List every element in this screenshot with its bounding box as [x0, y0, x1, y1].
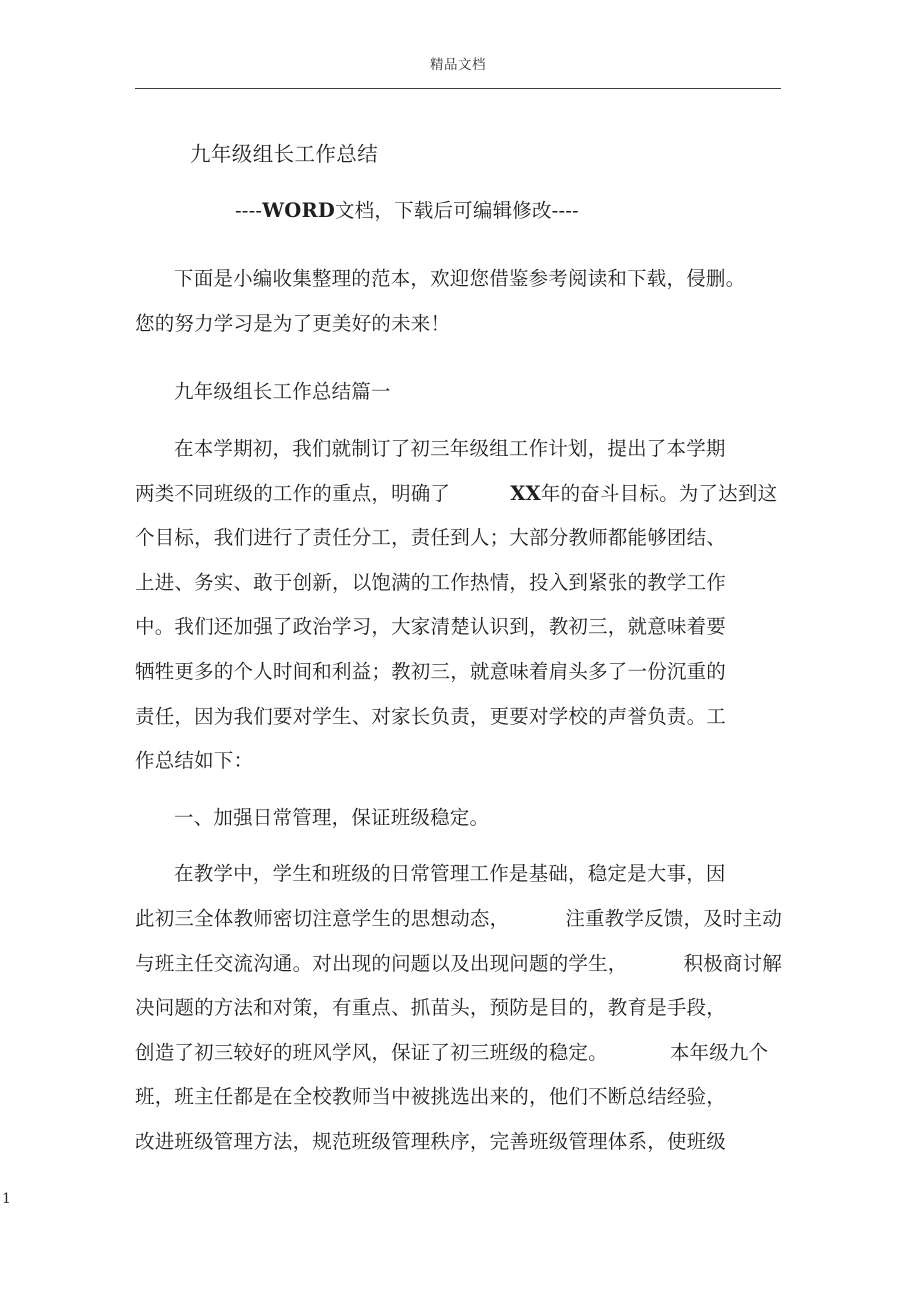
- body-line: 个目标，我们进行了责任分工，责任到人；大部分教师都能够团结、: [135, 526, 727, 550]
- body-line: 中。我们还加强了政治学习，大家清楚认识到，教初三，就意味着要: [135, 615, 727, 639]
- body-line: [135, 472, 785, 517]
- body-line-part: 本年级九个: [669, 1040, 769, 1064]
- body-line-part: 年的奋斗目标。为了达到这: [540, 481, 778, 505]
- spacer: [135, 784, 785, 796]
- year-placeholder: XX: [510, 481, 541, 505]
- document-body: [135, 120, 785, 1164]
- subtitle-prefix: ----: [235, 198, 263, 222]
- body-line-part: 此初三全体教师密切注意学生的思想动态，: [135, 906, 510, 930]
- spacer: [135, 346, 785, 370]
- body-line: 改进班级管理方法，规范班级管理秩序，完善班级管理体系，使班级: [135, 1129, 727, 1153]
- body-line-part: 与班主任交流沟通。对出现的问题以及出现问题的学生，: [135, 951, 628, 975]
- section-heading: 九年级组长工作总结篇一: [174, 380, 391, 404]
- spacer: [135, 415, 785, 427]
- body-line: 责任，因为我们要对学生、对家长负责，更要对学校的声誉负责。工: [135, 704, 727, 728]
- header-divider: [135, 88, 781, 89]
- body-line: [135, 897, 785, 942]
- body-line-part: 两类不同班级的工作的重点，明确了: [135, 481, 451, 505]
- body-line: 在教学中，学生和班级的日常管理工作是基础，稳定是大事，因: [174, 862, 726, 886]
- body-line: 班，班主任都是在全校教师当中被挑选出来的，他们不断总结经验，: [135, 1085, 727, 1109]
- body-line-part: 注重教学反馈，及时主动: [565, 906, 783, 930]
- page-header: [0, 0, 920, 92]
- running-head-text: 精品文档: [430, 57, 486, 73]
- body-line: 作总结如下：: [135, 749, 254, 773]
- body-line: 在本学期初，我们就制订了初三年级组工作计划，提出了本学期: [174, 436, 726, 460]
- body-line: 牺牲更多的个人时间和利益；教初三，就意味着肩头多了一份沉重的: [135, 659, 727, 683]
- intro-line-2: 您的努力学习是为了更美好的未来！: [135, 311, 451, 335]
- spacer: [135, 177, 785, 189]
- body-line: 决问题的方法和对策，有重点、抓苗头，预防是目的，教育是手段，: [135, 996, 727, 1020]
- subtitle-rest: 文档，下载后可编辑修改----: [334, 198, 579, 222]
- spacer: [135, 840, 785, 852]
- body-line: [135, 942, 785, 987]
- subsection-heading: 一、加强日常管理，保证班级稳定。: [174, 805, 490, 829]
- page-number: 1: [2, 1191, 11, 1207]
- body-line: 上进、务实、敢于创新，以饱满的工作热情，投入到紧张的教学工作: [135, 570, 727, 594]
- body-line: [135, 1031, 785, 1076]
- subtitle-word-label: WORD: [262, 198, 335, 222]
- spacer: [135, 120, 785, 132]
- spacer: [135, 233, 785, 257]
- document-title: 九年级组长工作总结: [190, 142, 379, 166]
- intro-line-1: 下面是小编收集整理的范本，欢迎您借鉴参考阅读和下载，侵删。: [174, 267, 746, 291]
- document-subtitle: [135, 189, 785, 234]
- body-line-part: 积极商讨解: [683, 951, 783, 975]
- body-line-part: 创造了初三较好的班风学风，保证了初三班级的稳定。: [135, 1040, 608, 1064]
